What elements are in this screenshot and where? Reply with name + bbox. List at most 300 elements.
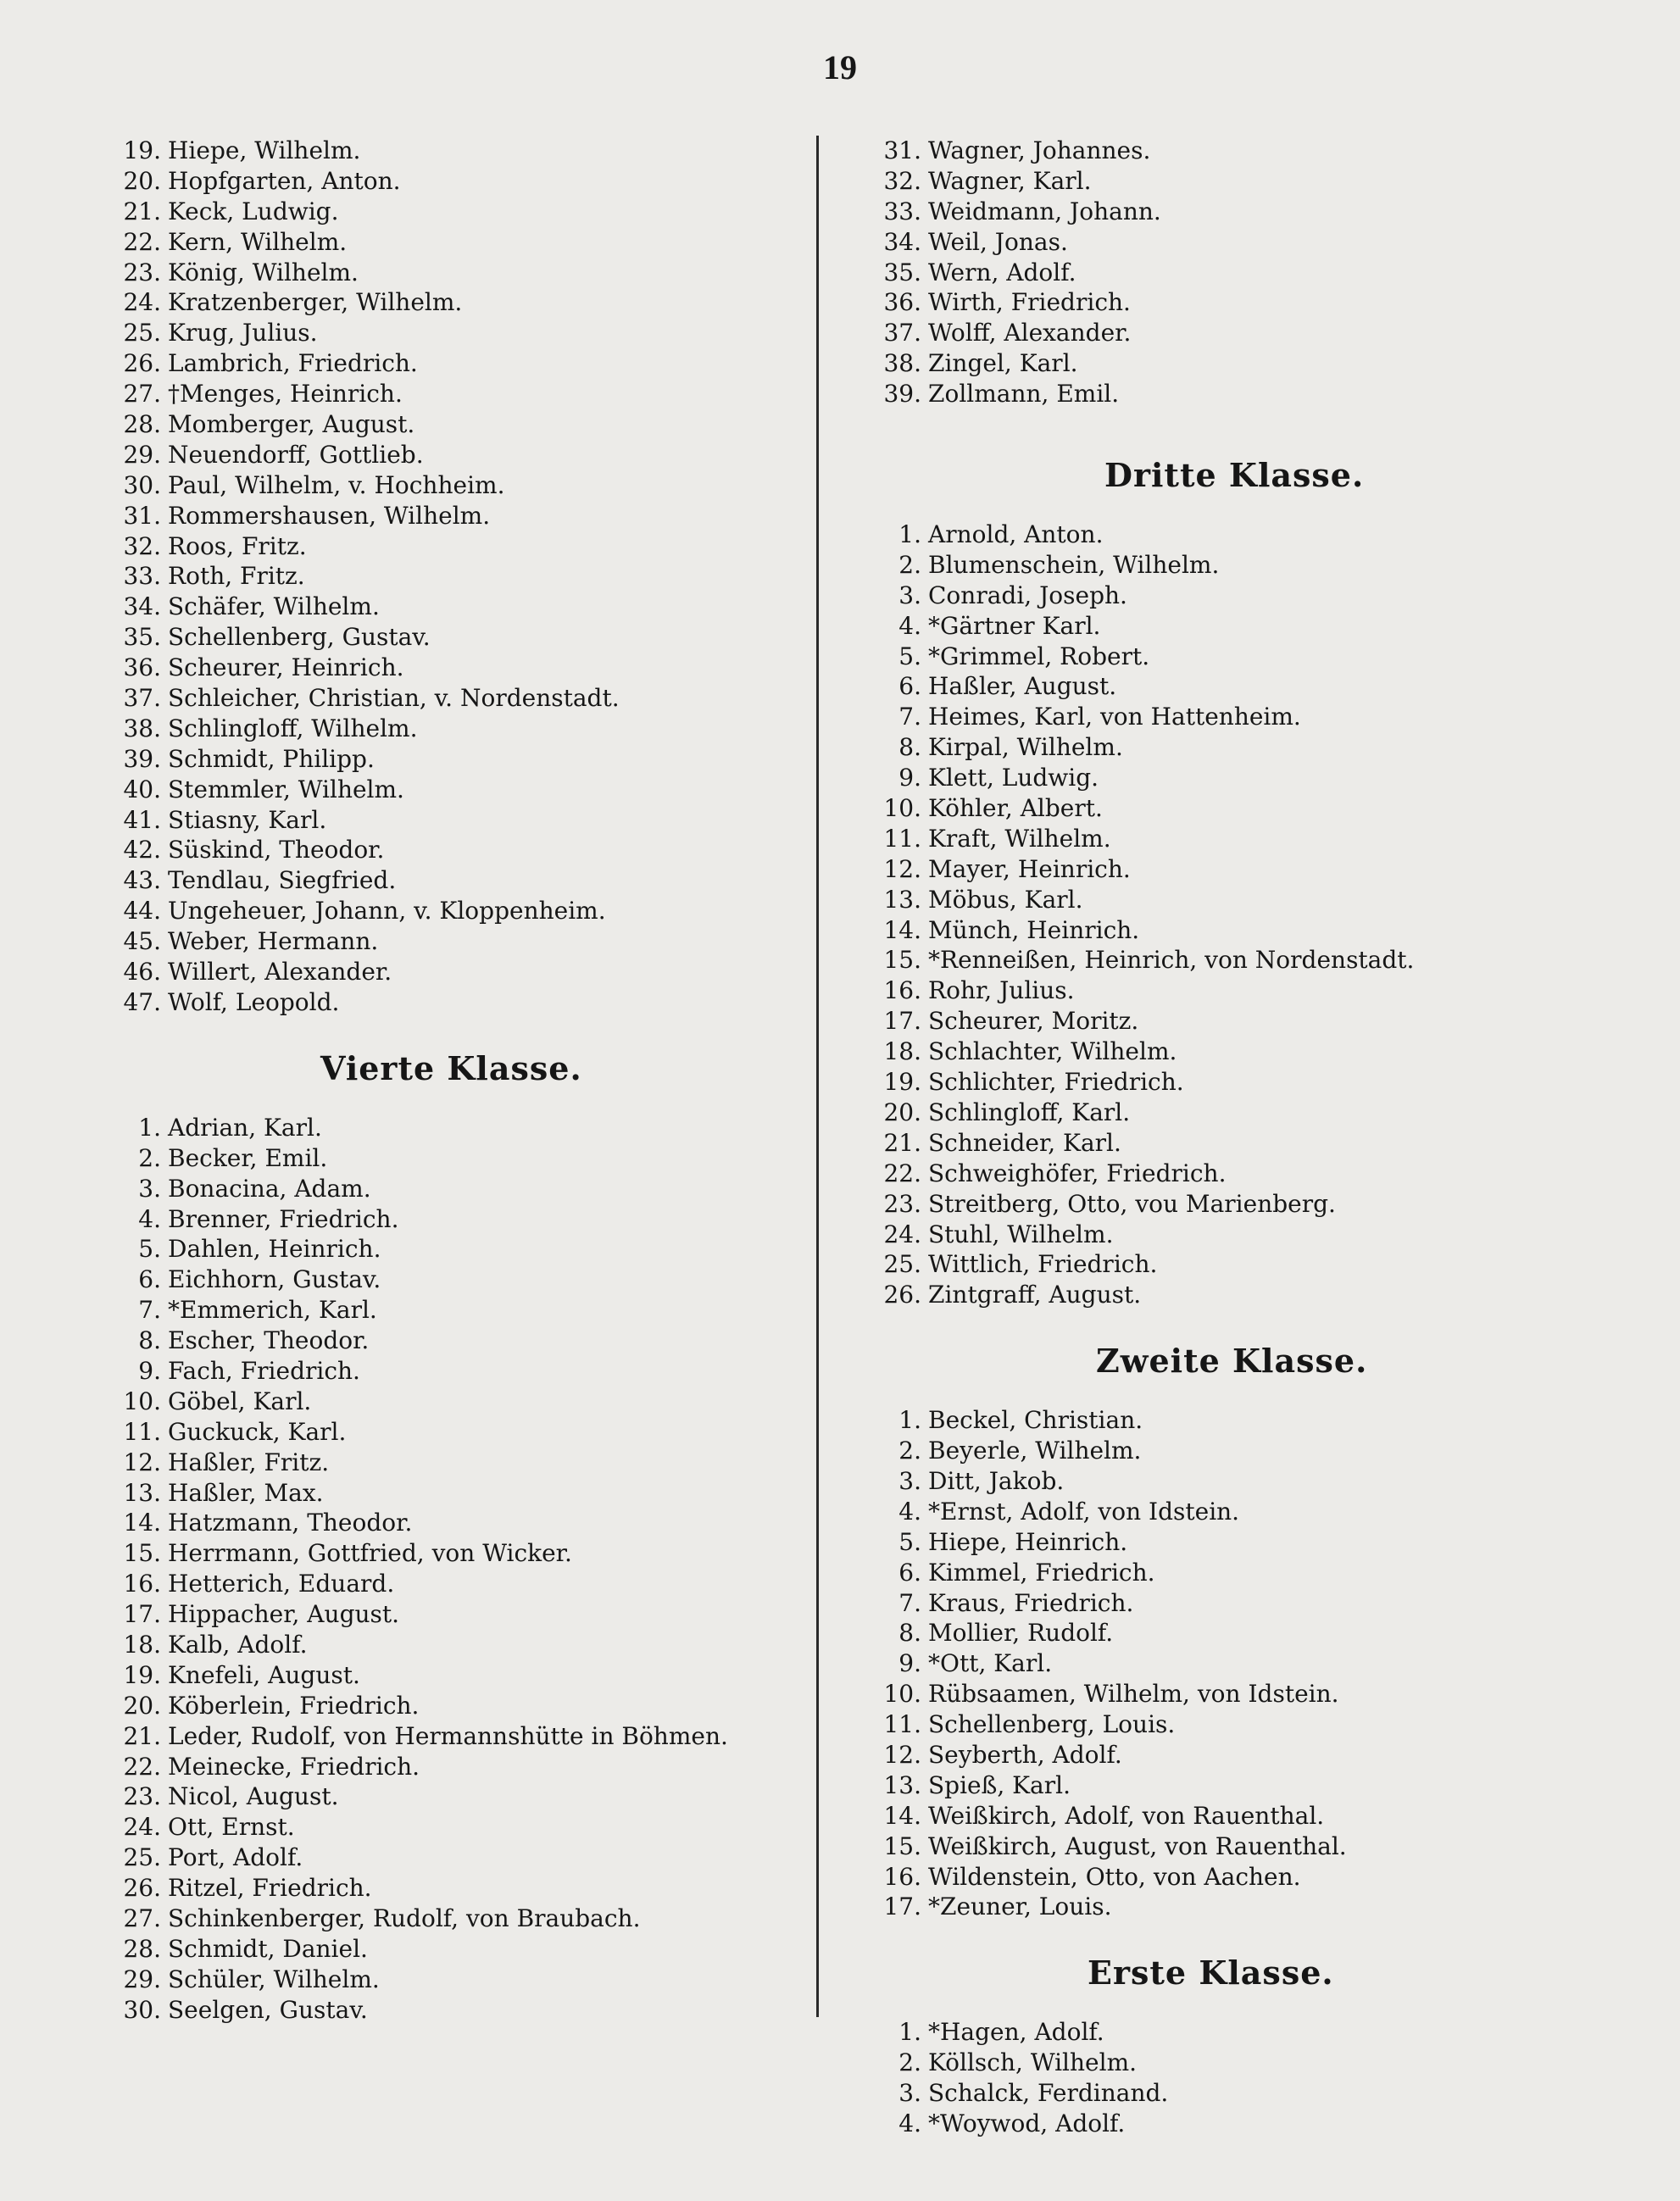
list-item: [108, 409, 804, 440]
entry-name: Wirth, Friedrich.: [928, 288, 1131, 317]
entry-name: Wildenstein, Otto, von Aachen.: [928, 1862, 1301, 1891]
entry-name: Süskind, Theodor.: [168, 836, 385, 864]
entry-number: 11.: [123, 1417, 161, 1446]
list-item: [108, 227, 804, 258]
entry-name: *Zeuner, Louis.: [928, 1893, 1112, 1921]
list-item: [869, 287, 1615, 318]
list-item: [869, 1006, 1615, 1037]
entry-number: 46.: [123, 958, 161, 987]
entry-number: 13.: [883, 1770, 921, 1799]
list-item: [108, 1781, 804, 1812]
list-item: [108, 1508, 804, 1538]
entry-number: 23.: [123, 258, 161, 286]
list-item: [108, 1234, 804, 1264]
entry-number: 19.: [123, 136, 161, 164]
entry-number: 20.: [123, 166, 161, 195]
entry-name: Stiasny, Karl.: [168, 805, 327, 834]
list-item: [869, 763, 1615, 793]
entry-number: 27.: [123, 1904, 161, 1932]
entry-name: *Emmerich, Karl.: [168, 1296, 377, 1325]
entry-number: 1.: [138, 1113, 161, 1142]
list-item: [108, 865, 804, 896]
list-item: [869, 1679, 1615, 1709]
list-item: [108, 1478, 804, 1509]
list-item: [869, 1466, 1615, 1497]
entry-name: Münch, Heinrich.: [928, 915, 1140, 944]
list-item: [108, 744, 804, 775]
entry-number: 32.: [883, 166, 921, 195]
list-item: [869, 1159, 1615, 1189]
entry-number: 17.: [883, 1893, 921, 1921]
list-item: [869, 1405, 1615, 1436]
list-item: [108, 1691, 804, 1721]
entry-name: Kalb, Adolf.: [168, 1630, 308, 1659]
entry-name: Willert, Alexander.: [168, 958, 392, 987]
entry-name: Blumenschein, Wilhelm.: [928, 550, 1220, 579]
entry-number: 21.: [883, 1128, 921, 1157]
entry-name: Hatzmann, Theodor.: [168, 1509, 413, 1537]
list-item: [869, 1892, 1615, 1922]
entry-number: 38.: [123, 714, 161, 742]
entry-number: 14.: [123, 1509, 161, 1537]
list-item: [869, 1770, 1615, 1801]
list-item: [108, 775, 804, 805]
list-item: [108, 1721, 804, 1752]
list-item: [869, 1801, 1615, 1831]
entry-number: 23.: [123, 1782, 161, 1811]
list-item: [869, 1618, 1615, 1648]
entry-name: Port, Adolf.: [168, 1843, 303, 1872]
entry-number: 10.: [883, 1680, 921, 1709]
entry-number: 17.: [883, 1007, 921, 1036]
list-item: [869, 1527, 1615, 1558]
entry-name: Hiepe, Heinrich.: [928, 1527, 1128, 1556]
list-item: [869, 793, 1615, 824]
entry-name: Seyberth, Adolf.: [928, 1740, 1122, 1769]
entry-number: 31.: [883, 136, 921, 164]
entry-number: 9.: [898, 1649, 921, 1678]
entry-name: Leder, Rudolf, von Hermannshütte in Böhmen.: [168, 1721, 728, 1750]
entry-name: Guckuck, Karl.: [168, 1417, 347, 1446]
list-item: [869, 611, 1615, 642]
entry-name: Scheurer, Moritz.: [928, 1007, 1139, 1036]
entry-number: 12.: [123, 1448, 161, 1476]
entry-name: Schlachter, Wilhelm.: [928, 1037, 1177, 1066]
entry-number: 7.: [898, 703, 921, 731]
entry-number: 1.: [898, 1406, 921, 1435]
entry-number: 7.: [898, 1588, 921, 1617]
entry-name: *Hagen, Adolf.: [928, 2018, 1104, 2047]
entry-number: 8.: [138, 1326, 161, 1355]
list-item: [869, 915, 1615, 946]
entry-number: 18.: [123, 1630, 161, 1659]
entry-number: 21.: [123, 1721, 161, 1750]
list-item: [108, 592, 804, 622]
entry-number: 2.: [898, 550, 921, 579]
entry-name: Escher, Theodor.: [168, 1326, 370, 1355]
entry-number: 6.: [898, 1558, 921, 1587]
list-item: [869, 642, 1615, 672]
entry-number: 16.: [123, 1570, 161, 1598]
entry-number: 9.: [898, 764, 921, 792]
entry-name: Zingel, Karl.: [928, 349, 1078, 378]
list-item: [869, 258, 1615, 288]
entry-number: 14.: [883, 1801, 921, 1830]
list-item: [869, 1588, 1615, 1619]
entry-number: 3.: [898, 1466, 921, 1495]
column-divider: [816, 136, 819, 2017]
entry-number: 40.: [123, 775, 161, 803]
entry-name: Mollier, Rudolf.: [928, 1619, 1114, 1648]
list-item: [108, 835, 804, 865]
list-item: [108, 1752, 804, 1782]
list-item: [108, 653, 804, 683]
entry-number: 15.: [123, 1539, 161, 1568]
entry-name: Schalck, Ferdinand.: [928, 2079, 1169, 2108]
list-item: [108, 1326, 804, 1356]
entry-name: Mayer, Heinrich.: [928, 854, 1131, 883]
list-item: [108, 440, 804, 470]
entry-number: 12.: [883, 1740, 921, 1769]
entry-name: Beckel, Christian.: [928, 1406, 1143, 1435]
list-item: [869, 854, 1615, 885]
list-item: [108, 805, 804, 836]
entry-name: Nicol, August.: [168, 1782, 339, 1811]
entry-number: 6.: [138, 1265, 161, 1294]
student-list-erste: [869, 2017, 1615, 2139]
list-item: [869, 732, 1615, 763]
list-item: [869, 550, 1615, 581]
entry-name: Meinecke, Friedrich.: [168, 1752, 420, 1781]
entry-name: *Woywod, Adolf.: [928, 2109, 1126, 2137]
entry-name: Hiepe, Wilhelm.: [168, 136, 361, 164]
list-item: [108, 166, 804, 197]
list-item: [869, 702, 1615, 732]
list-item: [108, 1599, 804, 1630]
list-item: [869, 2048, 1615, 2078]
entry-name: Beyerle, Wilhelm.: [928, 1437, 1142, 1465]
entry-number: 2.: [138, 1143, 161, 1172]
list-item: [869, 348, 1615, 379]
list-item: [108, 1660, 804, 1691]
list-item: [108, 470, 804, 501]
entry-name: Ott, Ernst.: [168, 1813, 295, 1842]
entry-name: Köhler, Albert.: [928, 794, 1103, 823]
entry-number: 30.: [123, 470, 161, 499]
entry-number: 5.: [898, 1527, 921, 1556]
entry-name: Schmidt, Philipp.: [168, 744, 375, 773]
list-item: [108, 1295, 804, 1326]
entry-name: Seelgen, Gustav.: [168, 1995, 368, 2024]
entry-name: Paul, Wilhelm, v. Hochheim.: [168, 470, 505, 499]
entry-number: 44.: [123, 897, 161, 925]
entry-name: Hopfgarten, Anton.: [168, 166, 401, 195]
list-item: [108, 622, 804, 653]
entry-name: König, Wilhelm.: [168, 258, 359, 286]
list-item: [869, 2078, 1615, 2109]
entry-name: Eichhorn, Gustav.: [168, 1265, 381, 1294]
entry-name: *Gärtner Karl.: [928, 611, 1101, 640]
entry-number: 34.: [883, 227, 921, 256]
entry-name: Schinkenberger, Rudolf, von Braubach.: [168, 1904, 641, 1932]
entry-name: Bonacina, Adam.: [168, 1174, 371, 1203]
entry-number: 3.: [898, 581, 921, 609]
entry-name: Rübsaamen, Wilhelm, von Idstein.: [928, 1680, 1339, 1709]
list-item: [869, 1189, 1615, 1220]
entry-number: 16.: [883, 976, 921, 1005]
entry-name: Adrian, Karl.: [168, 1113, 322, 1142]
entry-name: Kern, Wilhelm.: [168, 227, 348, 256]
entry-name: Streitberg, Otto, vou Marienberg.: [928, 1189, 1336, 1218]
entry-name: Dahlen, Heinrich.: [168, 1235, 381, 1264]
entry-number: 45.: [123, 927, 161, 956]
entry-name: Knefeli, August.: [168, 1660, 360, 1689]
entry-number: 20.: [123, 1691, 161, 1720]
entry-number: 2.: [898, 1437, 921, 1465]
entry-number: 47.: [123, 987, 161, 1016]
entry-number: 21.: [123, 197, 161, 225]
entry-name: Ritzel, Friedrich.: [168, 1874, 372, 1903]
entry-name: Köllsch, Wilhelm.: [928, 2048, 1138, 2077]
list-item: [108, 1113, 804, 1143]
entry-name: Wagner, Johannes.: [928, 136, 1151, 164]
entry-number: 28.: [123, 1934, 161, 1963]
entry-number: 4.: [898, 611, 921, 640]
list-item: [869, 824, 1615, 854]
entry-name: Krug, Julius.: [168, 319, 318, 347]
heading-zweite-klasse: Zweite Klasse.: [1096, 1342, 1368, 1381]
list-item: [108, 957, 804, 987]
entry-number: 39.: [883, 380, 921, 409]
entry-name: Arnold, Anton.: [928, 520, 1104, 549]
entry-number: 8.: [898, 1619, 921, 1648]
entry-name: Kimmel, Friedrich.: [928, 1558, 1155, 1587]
entry-name: Becker, Emil.: [168, 1143, 328, 1172]
entry-number: 37.: [123, 684, 161, 713]
entry-name: Roos, Fritz.: [168, 531, 307, 560]
student-list: [108, 136, 804, 1018]
left-column: [108, 136, 804, 2026]
entry-number: 2.: [898, 2048, 921, 2077]
entry-number: 12.: [883, 854, 921, 883]
entry-name: Wittlich, Friedrich.: [928, 1250, 1158, 1279]
entry-number: 22.: [883, 1159, 921, 1187]
entry-name: Schneider, Karl.: [928, 1128, 1121, 1157]
list-item: [108, 1143, 804, 1174]
entry-number: 14.: [883, 915, 921, 944]
list-item: [869, 1558, 1615, 1588]
entry-name: Rommershausen, Wilhelm.: [168, 501, 491, 530]
entry-name: Schmidt, Daniel.: [168, 1934, 368, 1963]
list-item: [108, 1995, 804, 2026]
list-item: [108, 1174, 804, 1204]
entry-name: Momberger, August.: [168, 410, 415, 439]
entry-number: 23.: [883, 1189, 921, 1218]
list-item: [108, 1934, 804, 1965]
entry-name: Haßler, Fritz.: [168, 1448, 330, 1476]
entry-number: 1.: [898, 2018, 921, 2047]
entry-name: Hippacher, August.: [168, 1600, 400, 1629]
entry-name: *Renneißen, Heinrich, von Nordenstadt.: [928, 946, 1415, 975]
entry-number: 19.: [883, 1068, 921, 1097]
entry-name: Weißkirch, August, von Rauenthal.: [928, 1831, 1347, 1860]
entry-name: Weißkirch, Adolf, von Rauenthal.: [928, 1801, 1325, 1830]
entry-name: Spieß, Karl.: [928, 1770, 1071, 1799]
list-item: [869, 2017, 1615, 2048]
entry-name: Göbel, Karl.: [168, 1387, 312, 1415]
student-list-vierte: [108, 1113, 804, 2026]
entry-name: Köberlein, Friedrich.: [168, 1691, 420, 1720]
entry-number: 6.: [898, 672, 921, 701]
entry-number: 13.: [883, 885, 921, 914]
entry-number: 15.: [883, 946, 921, 975]
entry-name: Roth, Fritz.: [168, 562, 305, 591]
list-item: [108, 926, 804, 957]
entry-name: Ditt, Jakob.: [928, 1466, 1065, 1495]
list-item: [108, 561, 804, 592]
list-item: [869, 2109, 1615, 2139]
entry-name: Schlingloff, Karl.: [928, 1098, 1131, 1126]
entry-name: Schellenberg, Louis.: [928, 1710, 1176, 1739]
entry-number: 42.: [123, 836, 161, 864]
list-item: [108, 896, 804, 926]
entry-number: 25.: [123, 1843, 161, 1872]
list-item: [869, 520, 1615, 550]
list-item: [108, 1873, 804, 1904]
list-item: [108, 1204, 804, 1235]
entry-name: Scheurer, Heinrich.: [168, 653, 404, 682]
entry-number: 5.: [138, 1235, 161, 1264]
list-item: [108, 683, 804, 714]
entry-number: 3.: [138, 1174, 161, 1203]
list-item: [108, 136, 804, 166]
entry-number: 30.: [123, 1995, 161, 2024]
entry-name: Möbus, Karl.: [928, 885, 1083, 914]
entry-number: 24.: [123, 288, 161, 317]
list-item: [108, 1538, 804, 1569]
entry-number: 11.: [883, 1710, 921, 1739]
entry-number: 20.: [883, 1098, 921, 1126]
entry-number: 1.: [898, 520, 921, 549]
list-item: [869, 1128, 1615, 1159]
entry-name: Tendlau, Siegfried.: [168, 866, 397, 895]
entry-number: 17.: [123, 1600, 161, 1629]
entry-name: Keck, Ludwig.: [168, 197, 339, 225]
heading-vierte-klasse: Vierte Klasse.: [320, 1048, 582, 1087]
heading-dritte-klasse: Dritte Klasse.: [1104, 456, 1365, 495]
entry-number: 8.: [898, 733, 921, 762]
list-item: [869, 945, 1615, 975]
entry-name: Kraft, Wilhelm.: [928, 824, 1111, 853]
list-item: [869, 136, 1615, 166]
entry-name: Schweighöfer, Friedrich.: [928, 1159, 1227, 1187]
entry-name: Weber, Hermann.: [168, 927, 379, 956]
student-list: [869, 136, 1615, 409]
entry-number: 29.: [123, 1965, 161, 1993]
entry-number: 22.: [123, 227, 161, 256]
list-item: [869, 1280, 1615, 1310]
entry-number: 26.: [123, 1874, 161, 1903]
entry-number: 11.: [883, 824, 921, 853]
entry-name: Fach, Friedrich.: [168, 1356, 360, 1385]
list-item: [869, 1220, 1615, 1250]
entry-number: 34.: [123, 592, 161, 621]
entry-number: 25.: [123, 319, 161, 347]
entry-name: Ungeheuer, Johann, v. Kloppenheim.: [168, 897, 606, 925]
list-item: [869, 1497, 1615, 1527]
list-item: [869, 1249, 1615, 1280]
entry-number: 33.: [123, 562, 161, 591]
entry-name: Zintgraff, August.: [928, 1281, 1142, 1309]
entry-name: Lambrich, Friedrich.: [168, 349, 418, 378]
list-item: [108, 714, 804, 744]
entry-number: 10.: [123, 1387, 161, 1415]
list-item: [108, 348, 804, 379]
page-number: 19: [823, 48, 857, 86]
list-item: [869, 379, 1615, 409]
entry-number: 15.: [883, 1831, 921, 1860]
entry-name: Conradi, Joseph.: [928, 581, 1127, 609]
list-item: [108, 1630, 804, 1660]
list-item: [108, 287, 804, 318]
list-item: [869, 1709, 1615, 1740]
entry-number: 9.: [138, 1356, 161, 1385]
entry-name: †Menges, Heinrich.: [168, 380, 403, 409]
list-item: [869, 1648, 1615, 1679]
list-item: [869, 197, 1615, 227]
list-item: [869, 1862, 1615, 1893]
entry-number: 5.: [898, 642, 921, 670]
entry-name: *Ernst, Adolf, von Idstein.: [928, 1497, 1240, 1526]
student-list-zweite: [869, 1405, 1615, 1922]
entry-number: 25.: [883, 1250, 921, 1279]
entry-number: 29.: [123, 440, 161, 469]
entry-number: 24.: [123, 1813, 161, 1842]
entry-number: 27.: [123, 380, 161, 409]
entry-name: Zollmann, Emil.: [928, 380, 1120, 409]
entry-number: 19.: [123, 1660, 161, 1689]
heading-erste-klasse: Erste Klasse.: [1088, 1954, 1334, 1993]
entry-name: Schäfer, Wilhelm.: [168, 592, 380, 621]
entry-name: Wolf, Leopold.: [168, 987, 340, 1016]
entry-name: Brenner, Friedrich.: [168, 1204, 399, 1233]
list-item: [108, 197, 804, 227]
entry-name: Schellenberg, Gustav.: [168, 623, 431, 652]
list-item: [869, 671, 1615, 702]
entry-number: 10.: [883, 794, 921, 823]
entry-name: Schleicher, Christian, v. Nordenstadt.: [168, 684, 620, 713]
entry-name: Weil, Jonas.: [928, 227, 1068, 256]
student-list-dritte: [869, 520, 1615, 1310]
entry-number: 4.: [898, 1497, 921, 1526]
list-item: [108, 1812, 804, 1843]
list-item: [869, 1436, 1615, 1466]
list-item: [869, 166, 1615, 197]
entry-number: 4.: [138, 1204, 161, 1233]
entry-name: Haßler, August.: [928, 672, 1117, 701]
entry-name: Hetterich, Eduard.: [168, 1570, 395, 1598]
entry-name: Stemmler, Wilhelm.: [168, 775, 404, 803]
entry-name: Herrmann, Gottfried, von Wicker.: [168, 1539, 572, 1568]
entry-number: 41.: [123, 805, 161, 834]
list-item: [869, 975, 1615, 1006]
entry-name: Kirpal, Wilhelm.: [928, 733, 1123, 762]
entry-number: 37.: [883, 319, 921, 347]
entry-number: 28.: [123, 410, 161, 439]
entry-name: Wolff, Alexander.: [928, 319, 1132, 347]
entry-number: 13.: [123, 1478, 161, 1507]
entry-name: *Grimmel, Robert.: [928, 642, 1150, 670]
